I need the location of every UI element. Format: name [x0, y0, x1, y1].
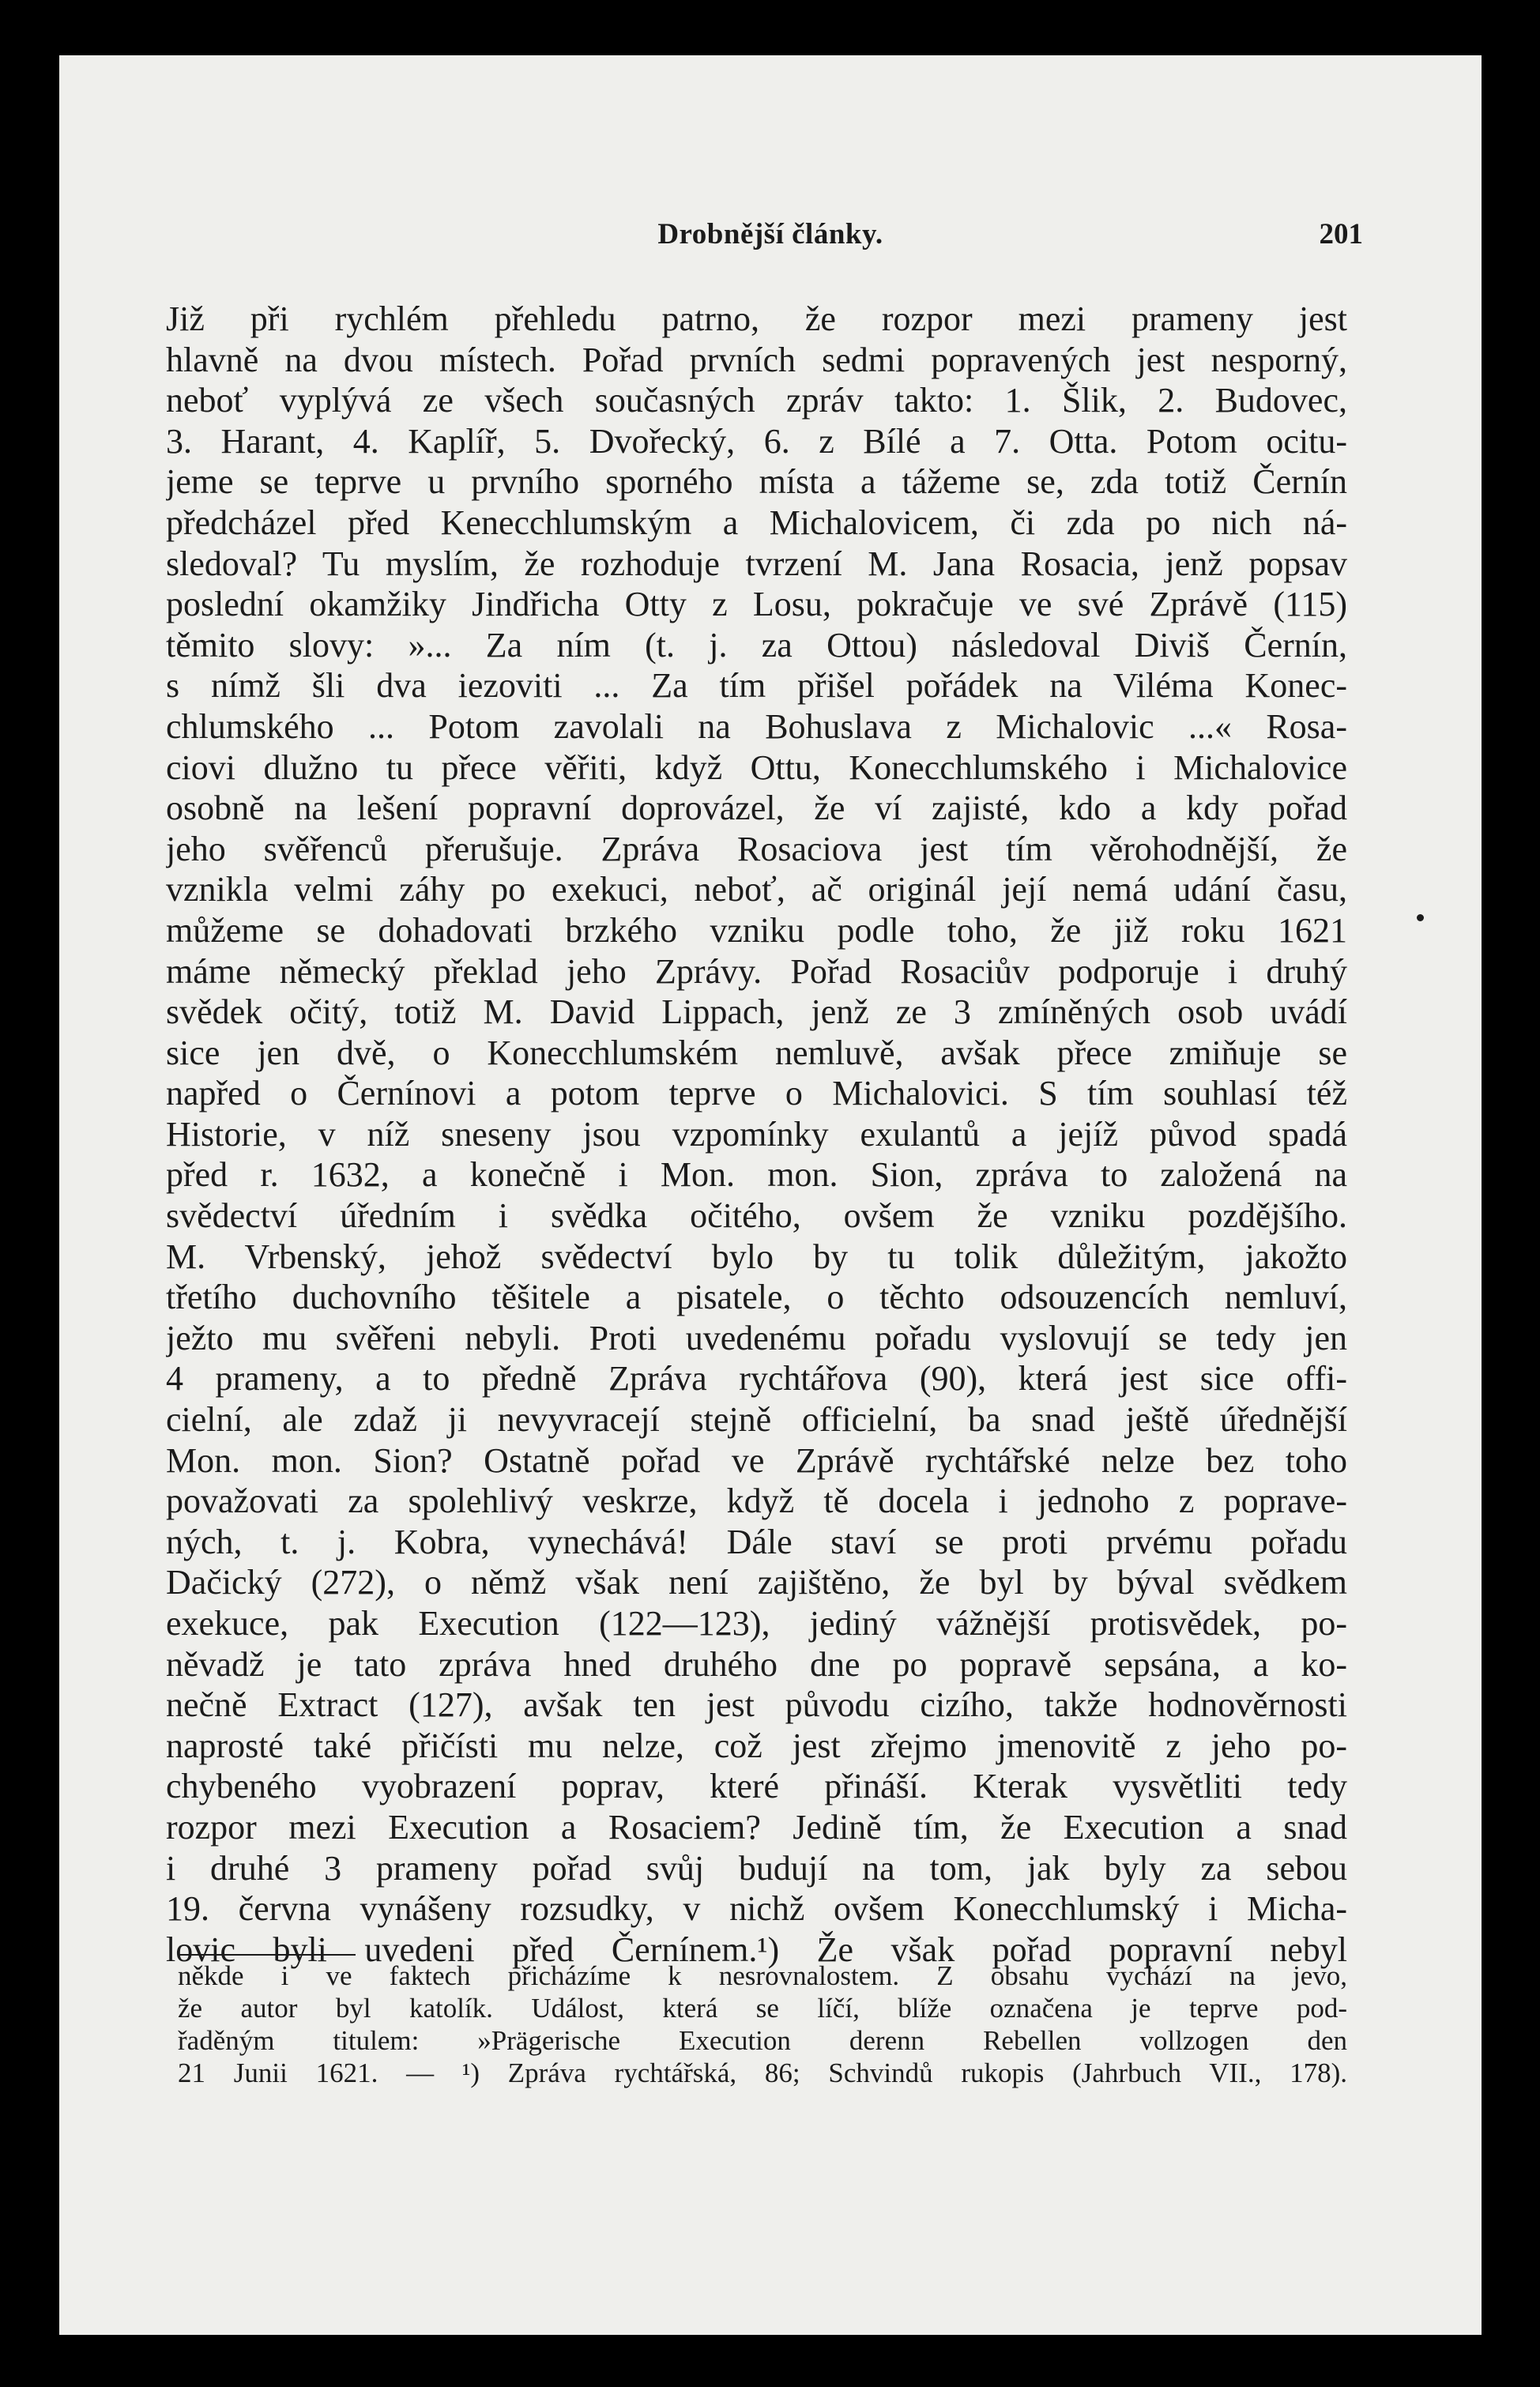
body-text	[166, 299, 1347, 1970]
body-line: lovic byli uvedeni před Černínem.¹) Že však pořad popravní nebyl	[166, 1930, 1347, 1969]
body-line: nečně Extract (127), avšak ten jest původu cizího, takže hodnověrnosti	[166, 1685, 1347, 1725]
page-header	[59, 217, 1482, 265]
body-line: sledoval? Tu myslím, že rozhoduje tvrzení M. Jana Rosacia, jenž popsav	[166, 544, 1347, 583]
body-line: ježto mu svěřeni nebyli. Proti uvedenému pořadu vyslovují se tedy jen	[166, 1318, 1347, 1357]
body-line: můžeme se dohadovati brzkého vzniku podle toho, že již roku 1621	[166, 910, 1347, 950]
body-line: sice jen dvě, o Konecchlumském nemluvě, avšak přece zmiňuje se	[166, 1033, 1347, 1072]
body-line: Již při rychlém přehledu patrno, že rozpor mezi prameny jest	[166, 299, 1347, 338]
body-line: hlavně na dvou místech. Pořad prvních sedmi popravených jest nesporný,	[166, 340, 1347, 379]
body-line: těmito slovy: »... Za ním (t. j. za Ottou) následoval Diviš Černín,	[166, 625, 1347, 665]
book-page	[59, 55, 1482, 2335]
footnote-divider	[178, 1954, 356, 1956]
body-line: třetího duchovního těšitele a pisatele, o těchto odsouzencích nemluví,	[166, 1278, 1347, 1317]
body-line: rozpor mezi Execution a Rosaciem? Jedině tím, že Execution a snad	[166, 1807, 1347, 1847]
body-line: 4 prameny, a to předně Zpráva rychtářova (90), která jest sice offi-	[166, 1359, 1347, 1399]
body-line: cielní, ale zdaž ji nevyvracejí stejně officielní, ba snad ještě úřednější	[166, 1400, 1347, 1440]
body-line: považovati za spolehlivý veskrze, když tě docela i jednoho z poprave-	[166, 1482, 1347, 1521]
footnotes	[178, 1960, 1347, 2089]
body-line: jeho svěřenců přerušuje. Zpráva Rosaciova jest tím věrohodnější, že	[166, 829, 1347, 868]
body-line: jeme se teprve u prvního sporného místa a tážeme se, zda totiž Černín	[166, 462, 1347, 502]
body-line: vznikla velmi záhy po exekuci, neboť, ač originál její nemá udání času,	[166, 870, 1347, 909]
body-line: svědectví úředním i svědka očitého, ovšem že vzniku pozdějšího.	[166, 1196, 1347, 1236]
margin-mark	[1417, 914, 1424, 921]
body-line: exekuce, pak Execution (122—123), jediný vážnější protisvědek, po-	[166, 1604, 1347, 1643]
body-line: Historie, v níž sneseny jsou vzpomínky exulantů a jejíž původ spadá	[166, 1114, 1347, 1154]
body-line: ciovi dlužno tu přece věřiti, když Ottu, Konecchlumského i Michalovice	[166, 747, 1347, 787]
body-line: svědek očitý, totiž M. David Lippach, jenž ze 3 zmíněných osob uvádí	[166, 992, 1347, 1032]
body-line: M. Vrbenský, jehož svědectví bylo by tu tolik důležitým, jakožto	[166, 1237, 1347, 1276]
body-line: chlumského ... Potom zavolali na Bohuslava z Michalovic ...« Rosa-	[166, 706, 1347, 746]
body-line: 3. Harant, 4. Kaplíř, 5. Dvořecký, 6. z Bílé a 7. Otta. Potom ocitu-	[166, 421, 1347, 461]
body-line: napřed o Černínovi a potom teprve o Michalovici. S tím souhlasí též	[166, 1074, 1347, 1113]
body-line: předcházel před Kenecchlumským a Michalovicem, či zda po nich ná-	[166, 503, 1347, 542]
body-line: neboť vyplývá ze všech současných zpráv takto: 1. Šlik, 2. Budovec,	[166, 381, 1347, 420]
footnote-line: 21 Junii 1621. — ¹) Zpráva rychtářská, 86; Schvindů rukopis (Jahrbuch VII., 178).	[178, 2058, 1347, 2088]
body-line: Dačický (272), o němž však není zajištěno, že byl by býval svědkem	[166, 1563, 1347, 1602]
body-line: ných, t. j. Kobra, vynechává! Dále staví se proti prvému pořadu	[166, 1522, 1347, 1561]
running-title: Drobnější články.	[657, 218, 883, 250]
body-line: 19. června vynášeny rozsudky, v nichž ovšem Konecchlumský i Micha-	[166, 1889, 1347, 1929]
body-line: Mon. mon. Sion? Ostatně pořad ve Zprávě rychtářské nelze bez toho	[166, 1440, 1347, 1480]
body-line: před r. 1632, a konečně i Mon. mon. Sion, zpráva to založená na	[166, 1155, 1347, 1195]
footnote-line: někde i ve faktech přicházíme k nesrovnalostem. Z obsahu vychází na jevo,	[178, 1960, 1347, 1991]
footnote-line: řaděným titulem: »Prägerische Execution derenn Rebellen vollzogen den	[178, 2025, 1347, 2056]
footnote-line: že autor byl katolík. Událost, která se líčí, blíže označena je teprve pod-	[178, 1993, 1347, 2024]
body-line: naprosté také přičísti mu nelze, což jest zřejmo jmenovitě z jeho po-	[166, 1726, 1347, 1765]
body-line: poslední okamžiky Jindřicha Otty z Losu, pokračuje ve své Zprávě (115)	[166, 585, 1347, 624]
page-number: 201	[1319, 218, 1363, 250]
body-line: máme německý překlad jeho Zprávy. Pořad Rosaciův podporuje i druhý	[166, 951, 1347, 991]
body-line: i druhé 3 prameny pořad svůj budují na tom, jak byly za sebou	[166, 1848, 1347, 1888]
body-line: osobně na lešení popravní doprovázel, že ví zajisté, kdo a kdy pořad	[166, 789, 1347, 828]
body-line: s nímž šli dva iezoviti ... Za tím přišel pořádek na Viléma Konec-	[166, 666, 1347, 706]
body-line: chybeného vyobrazení poprav, které přináší. Kterak vysvětliti tedy	[166, 1767, 1347, 1806]
body-line: něvadž je tato zpráva hned druhého dne po popravě sepsána, a ko-	[166, 1644, 1347, 1684]
